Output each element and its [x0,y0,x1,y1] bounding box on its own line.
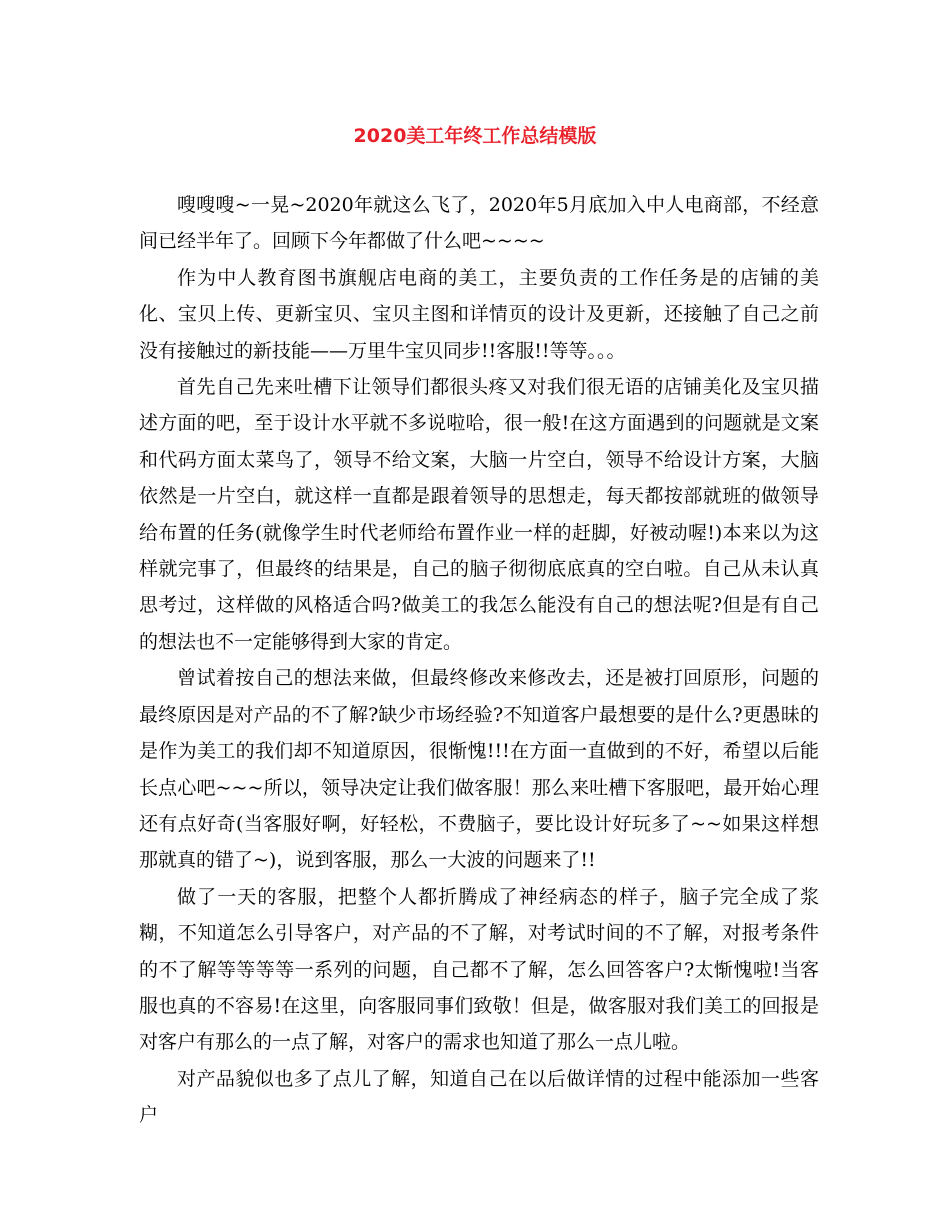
paragraph: 对产品貌似也多了点儿了解，知道自己在以后做详情的过程中能添加一些客户 [139,1067,819,1127]
paragraph: 曾试着按自己的想法来做，但最终修改来修改去，还是被打回原形，问题的最终原因是对产品的不了解?缺少市场经验?不知道客户最想要的是什么?更愚昧的是作为美工的我们却不知道原因，很惭愧!!!在方面一直做到的不好，希望以后能长点心吧~~~所以，领导决定让我们做客服！那么来吐槽下客服吧，最开始心理还有点好奇(当客服好啊，好轻松，不费脑子，要比设计好玩多了~~如果这样想那就真的错了~)，说到客服，那么一大波的问题来了!! [139,667,819,872]
document-title: 2020美工年终工作总结模版 [353,125,597,147]
paragraph: 首先自己先来吐槽下让领导们都很头疼又对我们很无语的店铺美化及宝贝描述方面的吧，至于设计水平就不多说啦哈，很一般!在这方面遇到的问题就是文案和代码方面太菜鸟了，领导不给文案，大脑一片空白，领导不给设计方案，大脑依然是一片空白，就这样一直都是跟着领导的思想走，每天都按部就班的做领导给布置的任务(就像学生时代老师给布置作业一样的赶脚，好被动喔!)本来以为这样就完事了，但最终的结果是，自己的脑子彻彻底底真的空白啦。自己从未认真思考过，这样做的风格适合吗?做美工的我怎么能没有自己的想法呢?但是有自己的想法也不一定能够得到大家的肯定。 [139,376,819,653]
paragraph: 作为中人教育图书旗舰店电商的美工，主要负责的工作任务是的店铺的美化、宝贝上传、更新宝贝、宝贝主图和详情页的设计及更新，还接触了自己之前没有接触过的新技能——万里牛宝贝同步!!客服!!等等。。。 [139,266,819,362]
paragraph: 嗖嗖嗖~一晃~2020年就这么飞了，2020年5月底加入中人电商部，不经意间已经半年了。回顾下今年都做了什么吧~~~~ [139,194,819,253]
paragraph: 做了一天的客服，把整个人都折腾成了神经病态的样子，脑子完全成了浆糊，不知道怎么引导客户，对产品的不了解，对考试时间的不了解，对报考条件的不了解等等等等一系列的问题，自己都不了解，怎么回答客户?太惭愧啦!当客服也真的不容易!在这里，向客服同事们致敬！但是，做客服对我们美工的回报是对客户有那么的一点了解，对客户的需求也知道了那么一点儿啦。 [139,885,819,1054]
document-body [139,187,819,1134]
